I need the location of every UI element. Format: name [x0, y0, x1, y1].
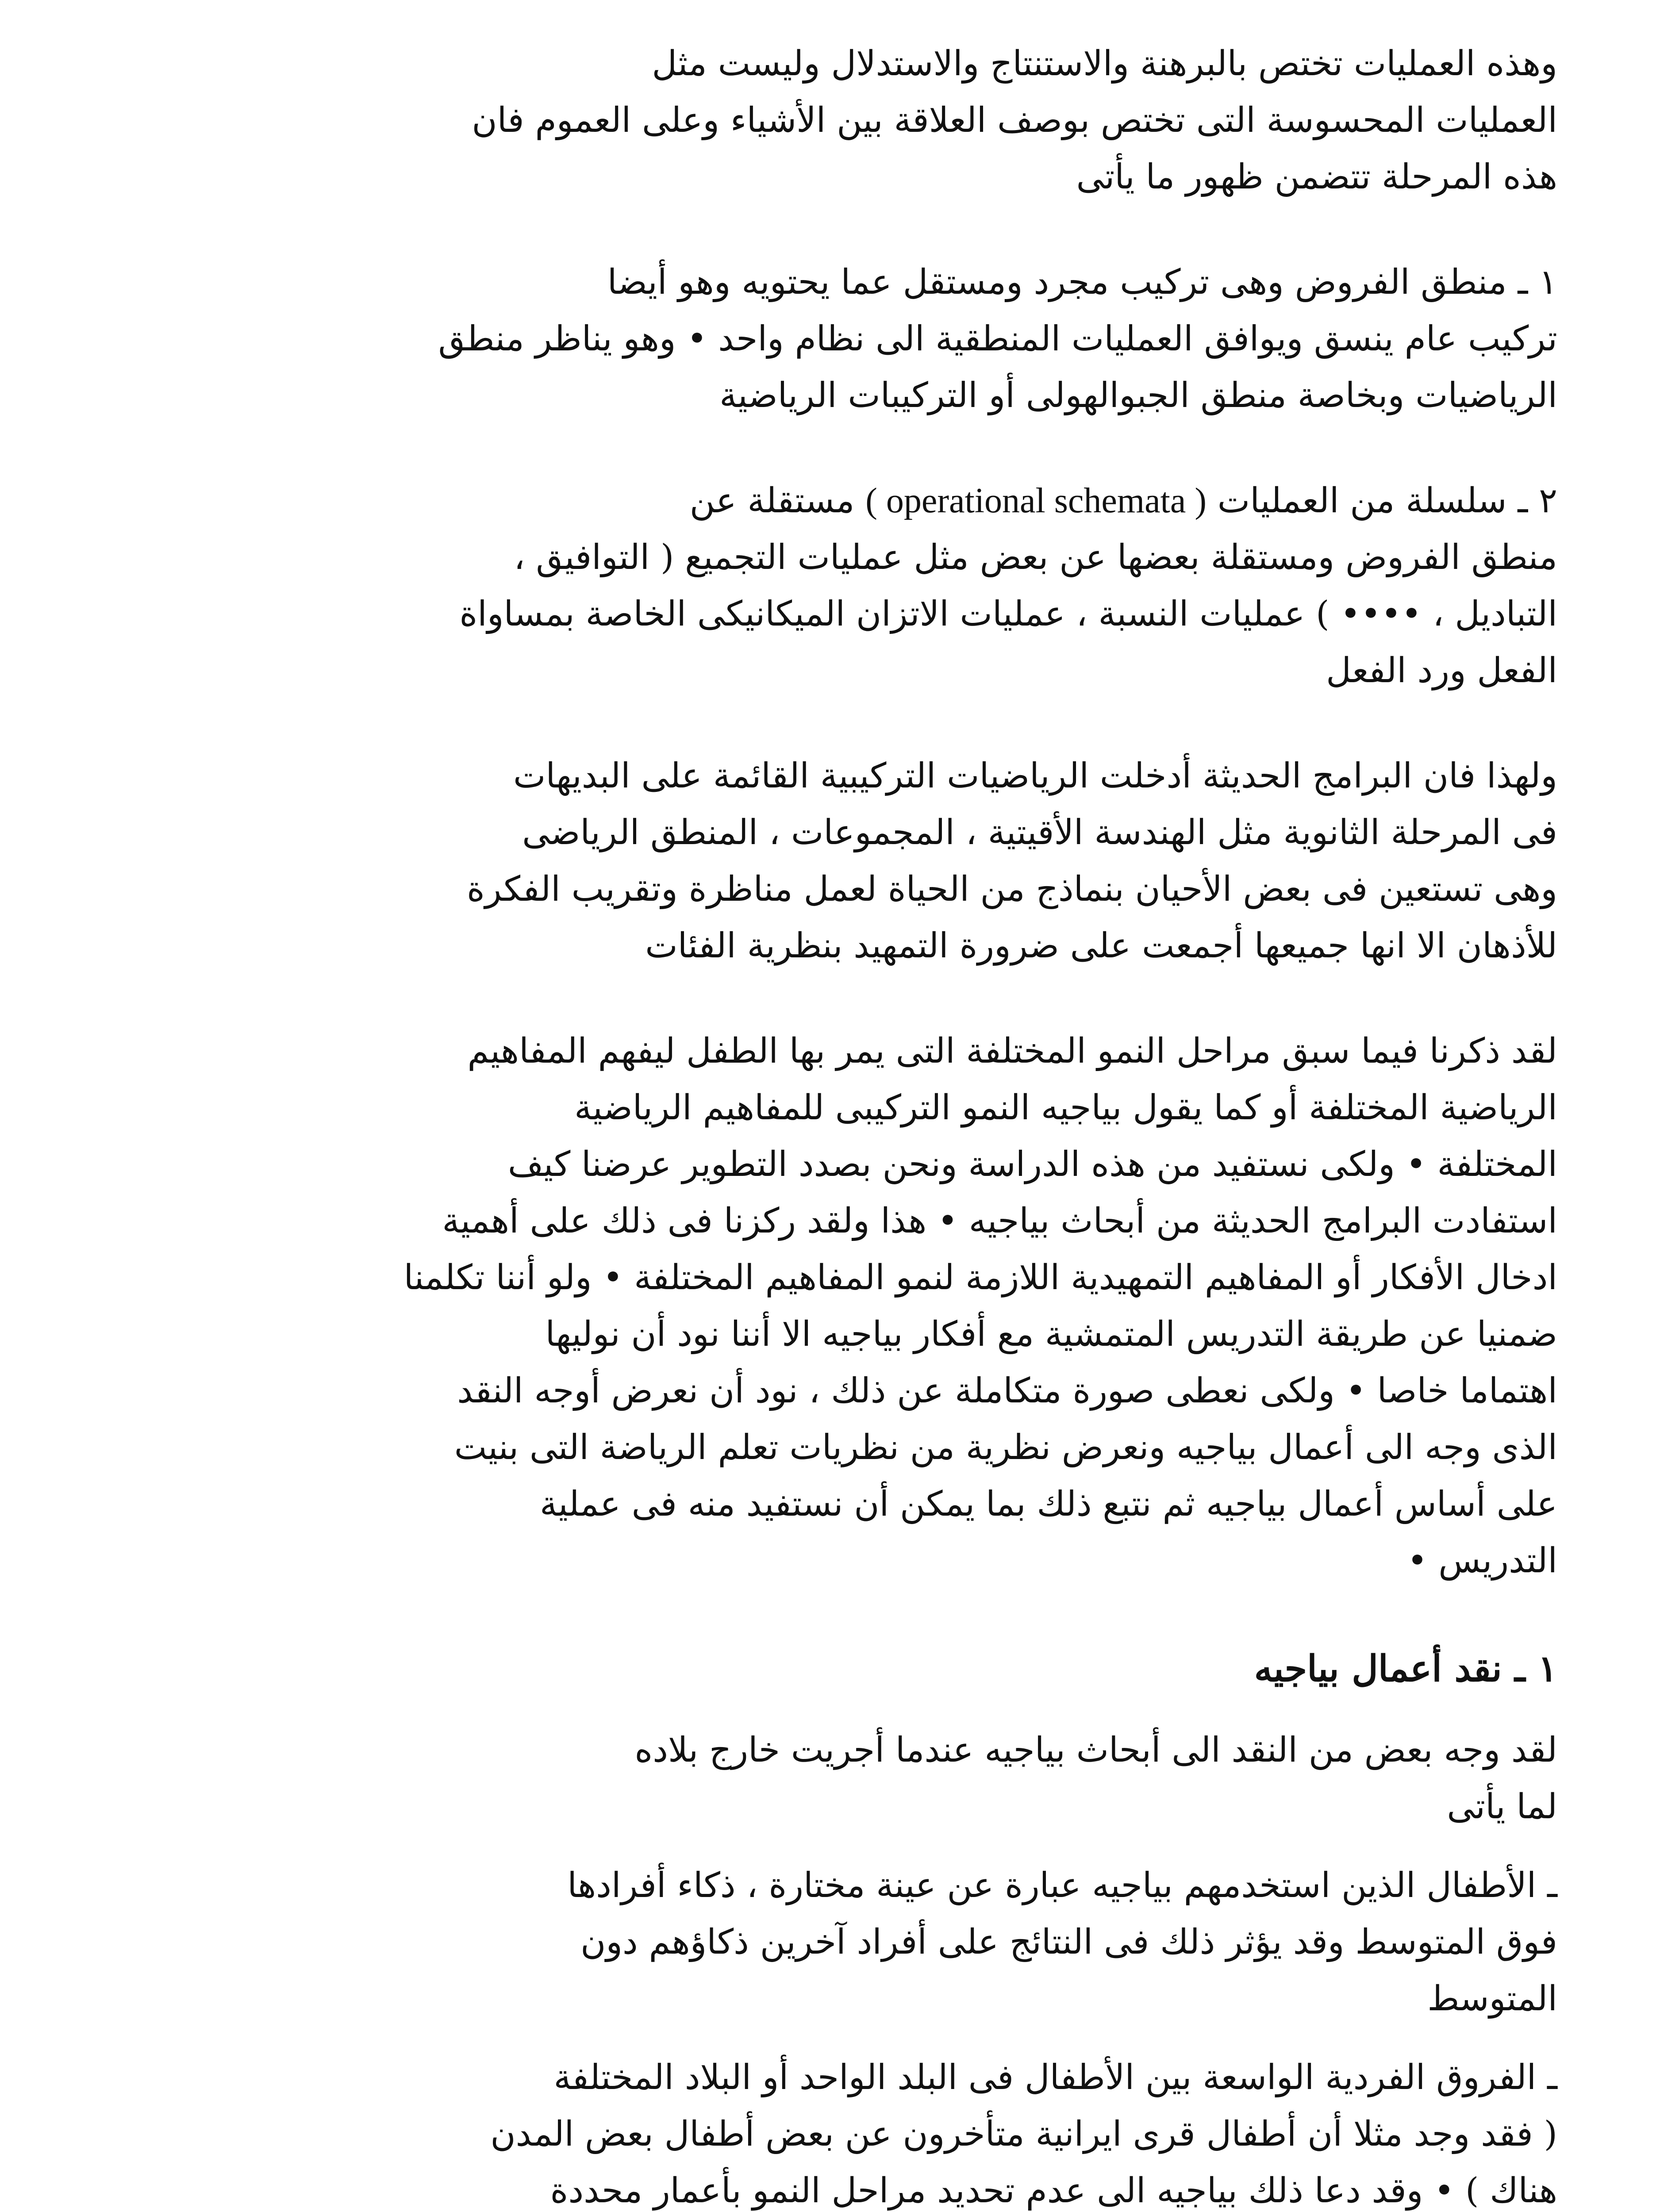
text-line: العمليات المحسوسة التى تختص بوصف العلاقة بين الأشياء وعلى العموم فان	[472, 100, 1557, 140]
modern-programs-paragraph	[102, 748, 1557, 974]
critique-point-sample	[102, 1857, 1557, 2027]
text-line: ( فقد وجد مثلا أن أطفال قرى ايرانية متأخرون عن بعض أطفال بعض المدن	[490, 2114, 1557, 2154]
text-line: استفادت البرامج الحديثة من أبحاث بياجيه • هذا ولقد ركزنا فى ذلك على أهمية	[442, 1201, 1557, 1241]
text-line: المختلفة • ولكى نستفيد من هذه الدراسة ونحن بصدد التطوير عرضنا كيف	[507, 1144, 1557, 1184]
critique-paragraph	[102, 1722, 1557, 1835]
paragraph-gap	[102, 2027, 1557, 2049]
paragraph-gap	[102, 205, 1557, 254]
text-line: ـ الفروق الفردية الواسعة بين الأطفال فى البلد الواحد أو البلاد المختلفة	[553, 2058, 1557, 2097]
list-item-operational-schemata	[102, 472, 1557, 699]
document-page	[102, 35, 1557, 2212]
text-line: التدريس •	[1407, 1541, 1557, 1581]
paragraph-gap	[102, 1700, 1557, 1722]
text-line: ١ ـ منطق الفروض وهى تركيب مجرد ومستقل عما يحتويه وهو أيضا	[607, 262, 1557, 302]
text-line: منطق الفروض ومستقلة بعضها عن بعض مثل عمليات التجميع ( التوافيق ،	[514, 538, 1557, 577]
intro-paragraph	[102, 35, 1557, 205]
item-prefix: ٢ ـ سلسلة من العمليات	[1217, 481, 1557, 521]
text-line: وهذه العمليات تختص بالبرهنة والاستنتاج والاستدلال وليست مثل	[652, 44, 1557, 84]
text-line: المتوسط	[1427, 1979, 1557, 2019]
section-heading: ١ ـ نقد أعمال بياجيه	[1254, 1647, 1557, 1690]
text-line: تركيب عام ينسق ويوافق العمليات المنطقية الى نظام واحد • وهو يناظر منطق	[438, 319, 1557, 359]
text-line: الفعل ورد الفعل	[1326, 651, 1557, 691]
critique-point-differences	[102, 2049, 1557, 2212]
text-line: ـ الأطفال الذين استخدمهم بياجيه عبارة عن عينة مختارة ، ذكاء أفرادها	[567, 1866, 1557, 1905]
summary-paragraph	[102, 1023, 1557, 1589]
text-line: التباديل ، •••• ) عمليات النسبة ، عمليات الاتزان الميكانيكى الخاصة بمساواة	[459, 594, 1557, 634]
text-line: ادخال الأفكار أو المفاهيم التمهيدية اللازمة لنمو المفاهيم المختلفة • ولو أننا تكلمنا	[403, 1258, 1557, 1298]
text-line: لما يأتى	[1447, 1787, 1557, 1827]
text-line: الرياضيات وبخاصة منطق الجبوالهولى أو التركيبات الرياضية	[719, 376, 1557, 415]
paragraph-gap	[102, 1589, 1557, 1638]
paragraph-gap	[102, 699, 1557, 748]
latin-term: ( operational schemata )	[865, 481, 1207, 520]
text-line: الذى وجه الى أعمال بياجيه ونعرض نظرية من نظريات تعلم الرياضة التى بنيت	[454, 1428, 1557, 1467]
text-line: وهى تستعين فى بعض الأحيان بنماذج من الحياة لعمل مناظرة وتقريب الفكرة	[466, 869, 1557, 909]
text-line: لقد ذكرنا فيما سبق مراحل النمو المختلفة التى يمر بها الطفل ليفهم المفاهيم	[467, 1031, 1557, 1071]
text-line: فى المرحلة الثانوية مثل الهندسة الأقيتية ، المجموعات ، المنطق الرياضى	[522, 813, 1557, 853]
text-line-with-term	[102, 472, 1557, 529]
text-line: ضمنيا عن طريقة التدريس المتمشية مع أفكار بياجيه الا أننا نود أن نوليها	[545, 1314, 1557, 1354]
paragraph-gap	[102, 974, 1557, 1023]
text-line: على أساس أعمال بياجيه ثم نتبع ذلك بما يمكن أن نستفيد منه فى عملية	[540, 1484, 1557, 1524]
paragraph-gap	[102, 1835, 1557, 1857]
text-line: هناك ) • وقد دعا ذلك بياجيه الى عدم تحديد مراحل النمو بأعمار محددة	[550, 2171, 1557, 2211]
text-line: الرياضية المختلفة أو كما يقول بياجيه النمو التركيبى للمفاهيم الرياضية	[574, 1088, 1557, 1128]
list-item-hypothesis-logic	[102, 254, 1557, 424]
text-line: فوق المتوسط وقد يؤثر ذلك فى النتائج على أفراد آخرين ذكاؤهم دون	[580, 1922, 1557, 1962]
paragraph-gap	[102, 424, 1557, 472]
text-line: ولهذا فان البرامج الحديثة أدخلت الرياضيات التركيبية القائمة على البديهات	[513, 756, 1557, 796]
text-line: هذه المرحلة تتضمن ظهور ما يأتى	[1076, 157, 1557, 197]
text-line: اهتماما خاصا • ولكى نعطى صورة متكاملة عن ذلك ، نود أن نعرض أوجه النقد	[457, 1371, 1557, 1411]
text-line: لقد وجه بعض من النقد الى أبحاث بياجيه عندما أجريت خارج بلاده	[634, 1730, 1557, 1770]
text-line: للأذهان الا انها جميعها أجمعت على ضرورة التمهيد بنظرية الفئات	[645, 926, 1557, 966]
item-suffix: مستقلة عن	[689, 481, 855, 521]
